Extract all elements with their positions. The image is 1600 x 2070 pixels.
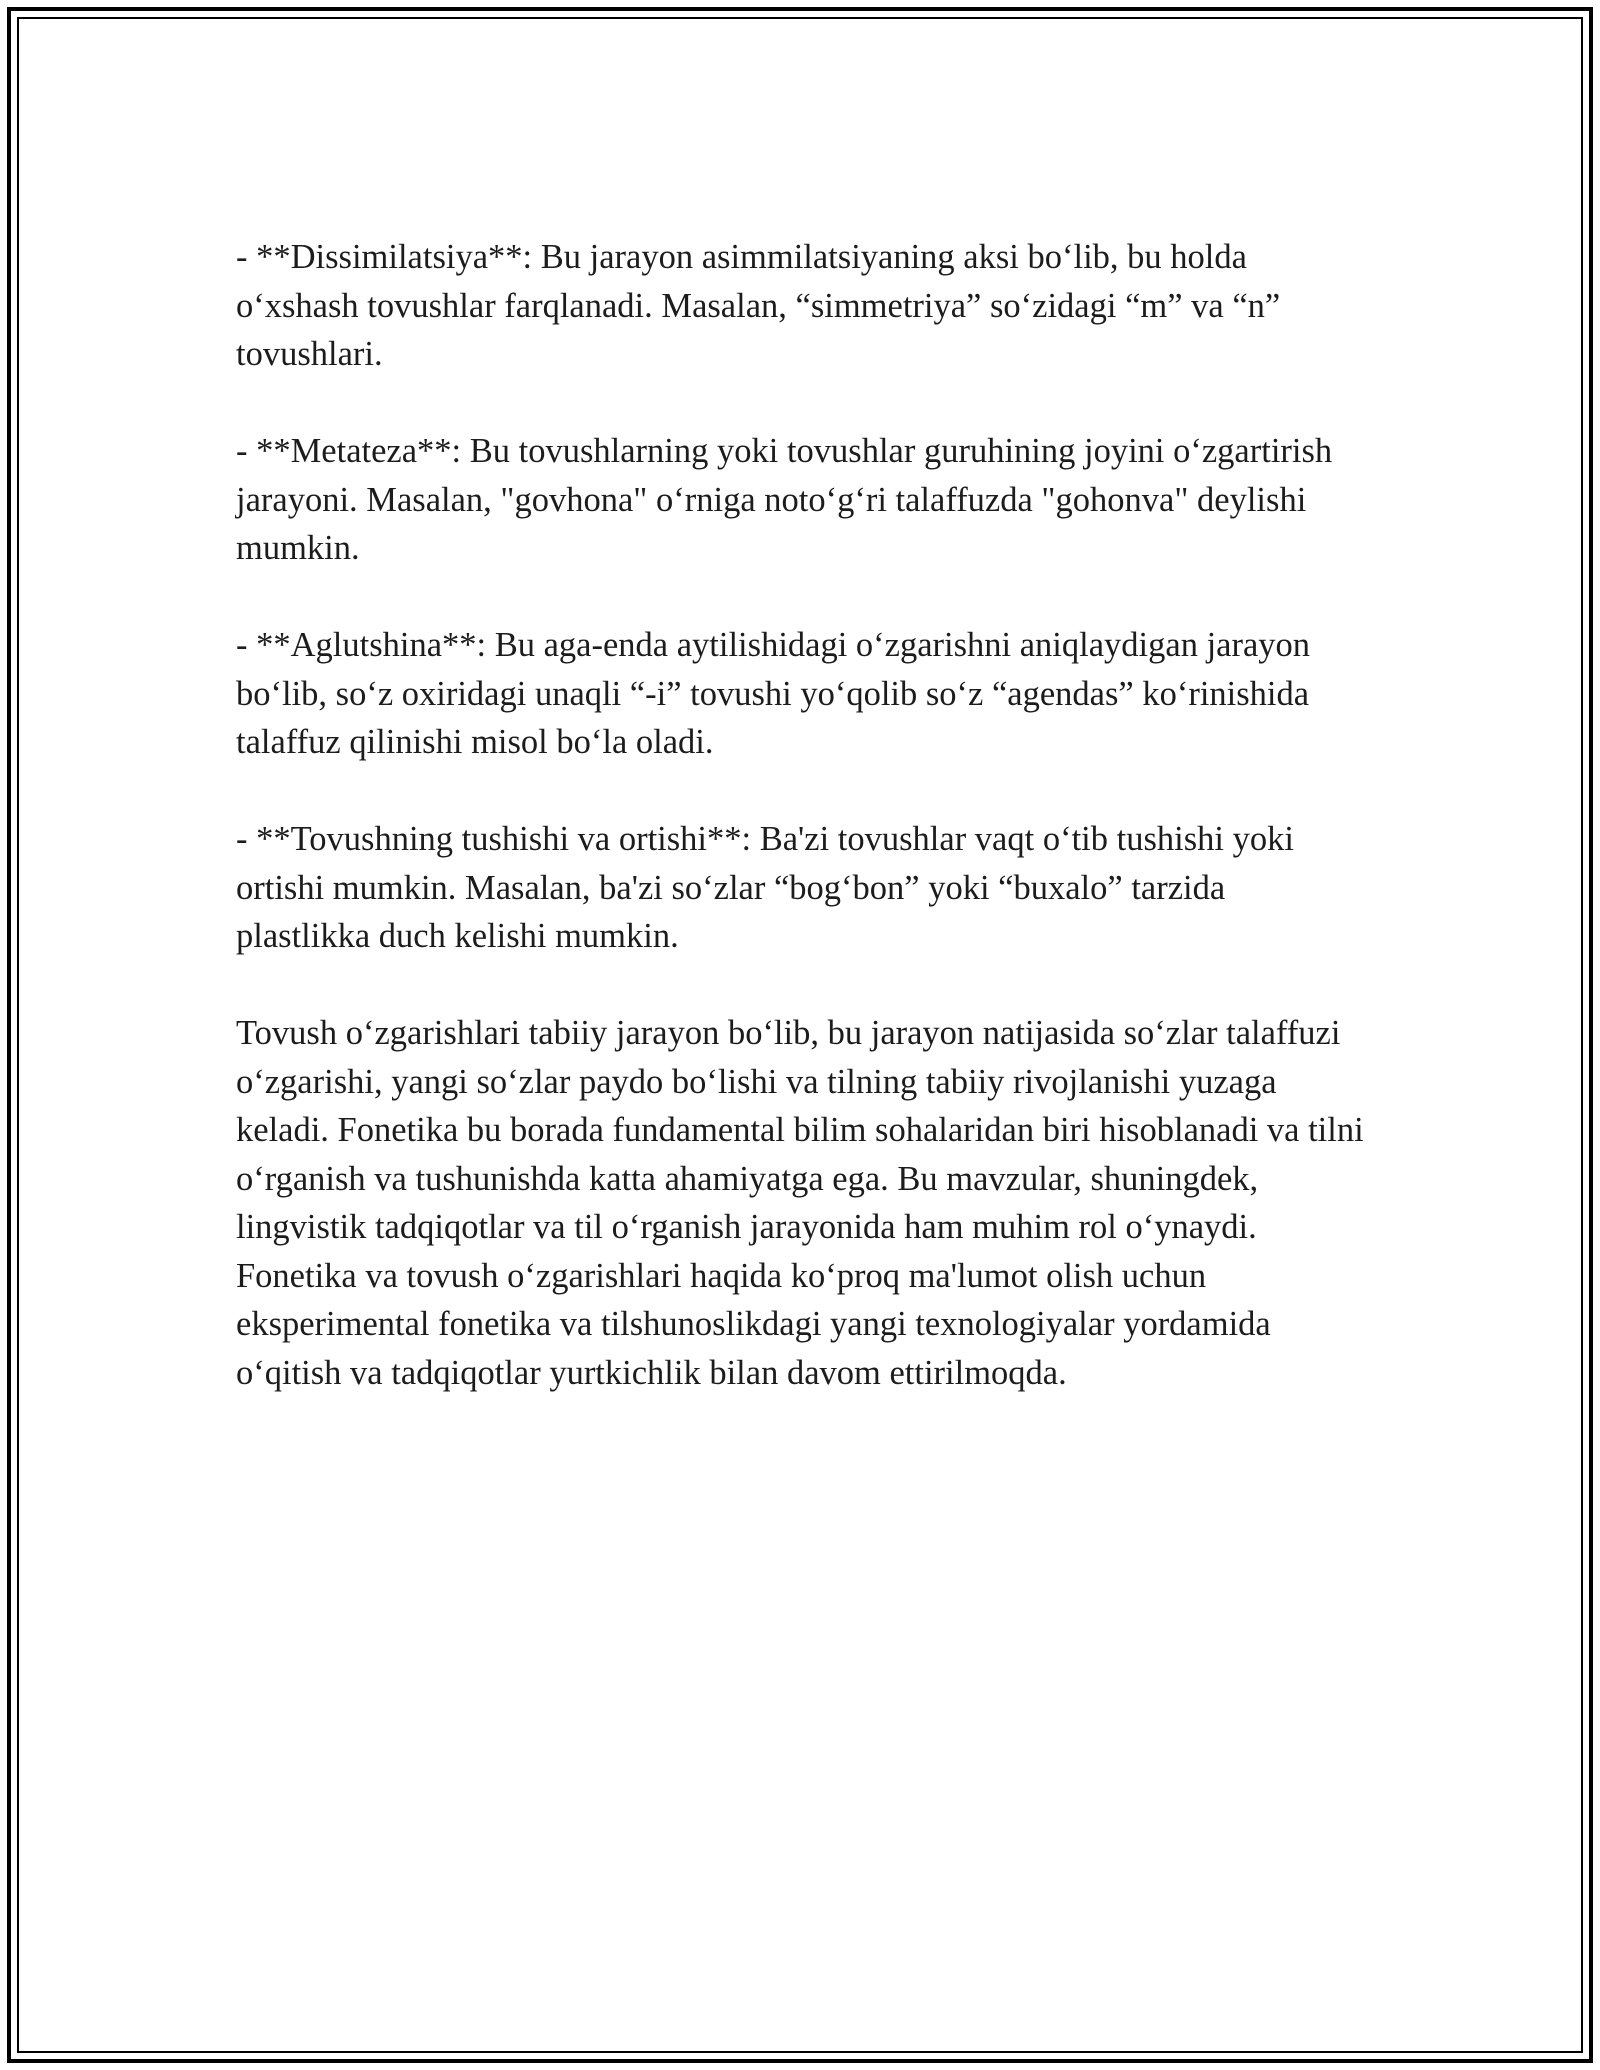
- paragraph-conclusion: Tovush o‘zgarishlari tabiiy jarayon bo‘lib, bu jarayon natijasida so‘zlar talaffuzi o‘zgarishi, yangi so‘zlar paydo bo‘lishi va tilning tabiiy rivojlanishi yuzaga keladi. Fonetika bu borada fundamental bilim sohalaridan biri hisoblanadi va tilni o‘rganish va tushunishda katta ahamiyatga ega. Bu mavzular, shuningdek, lingvistik tadqiqotlar va til o‘rganish jarayonida ham muhim rol o‘ynaydi. Fonetika va tovush o‘zgarishlari haqida ko‘proq ma'lumot olish uchun eksperimental fonetika va tilshunoslikdagi yangi texnologiyalar yordamida o‘qitish va tadqiqotlar yurtkichlik bilan davom ettirilmoqda.: [236, 1014, 1364, 1392]
- document-body: [236, 233, 1366, 1397]
- paragraph-dissimilatsiya: - **Dissimilatsiya**: Bu jarayon asimmilatsiyaning aksi bo‘lib, bu holda o‘xshash tovushlar farqlanadi. Masalan, “simmetriya” so‘zidagi “m” va “n” tovushlari.: [236, 238, 1281, 373]
- paragraph-metateza: - **Metateza**: Bu tovushlarning yoki tovushlar guruhining joyini o‘zgartirish jarayoni. Masalan, "govhona" o‘rniga noto‘g‘ri talaffuzda "gohonva" deylishi mumkin.: [236, 432, 1333, 567]
- paragraph-tovush-tushishi: - **Tovushning tushishi va ortishi**: Ba'zi tovushlar vaqt o‘tib tushishi yoki ortishi mumkin. Masalan, ba'zi so‘zlar “bog‘bon” yoki “buxalo” tarzida plastlikka duch kelishi mumkin.: [236, 820, 1294, 955]
- paragraph-aglutshina: - **Aglutshina**: Bu aga-enda aytilishidagi o‘zgarishni aniqlaydigan jarayon bo‘lib, so‘z oxiridagi unaqli “-i” tovushi yo‘qolib so‘z “agendas” ko‘rinishida talaffuz qilinishi misol bo‘la oladi.: [236, 626, 1311, 761]
